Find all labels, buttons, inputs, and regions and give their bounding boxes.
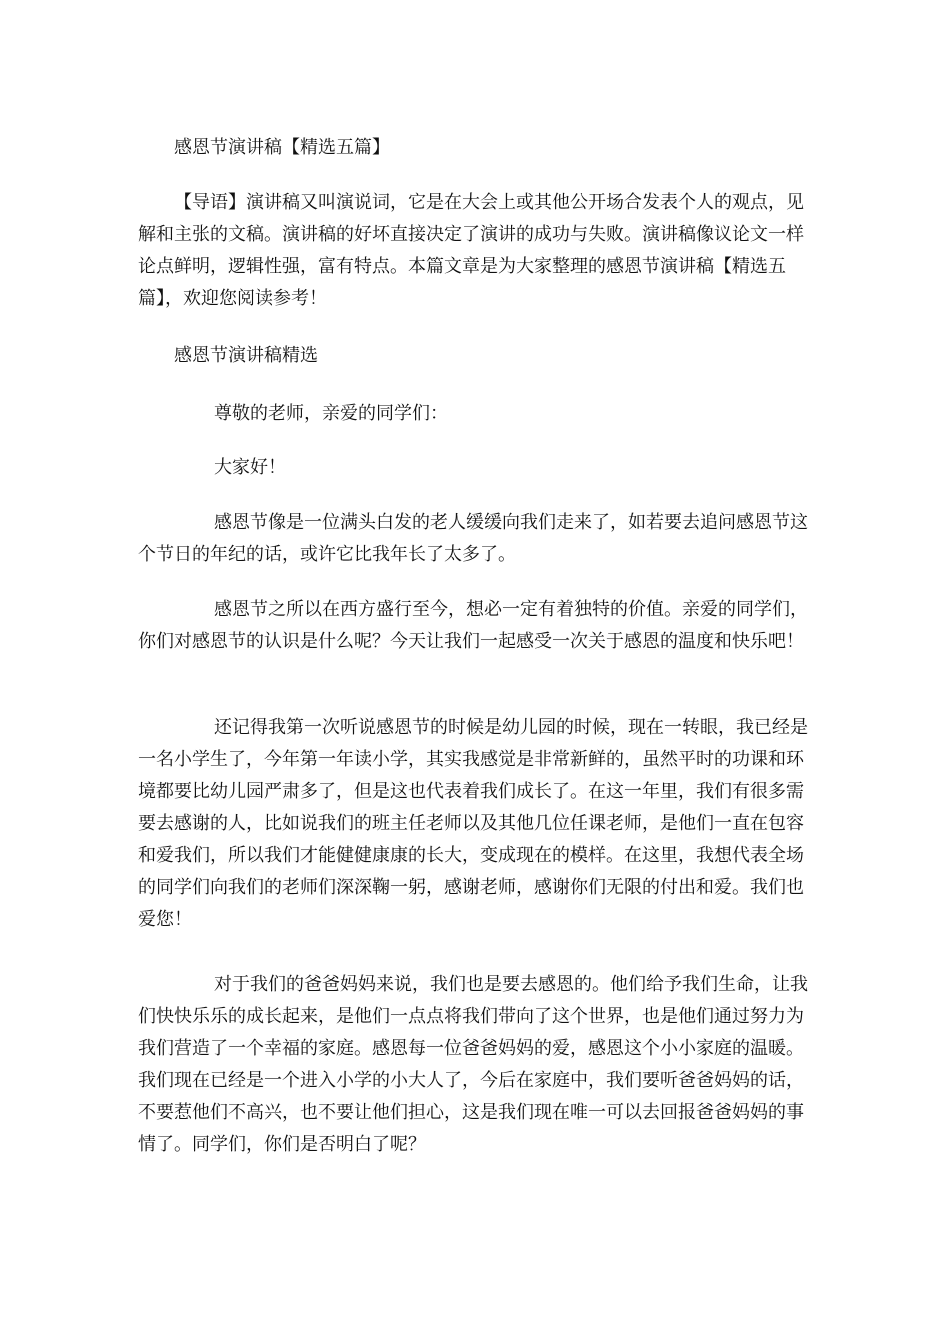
speech-greeting: 尊敬的老师，亲爱的同学们： — [214, 403, 448, 424]
section-subtitle: 感恩节演讲稿精选 — [174, 345, 318, 366]
body-paragraph: 感恩节之所以在西方盛行至今，想必一定有着独特的价值。亲爱的同学们，你们对感恩节的认识是什么呢？今天让我们一起感受一次关于感恩的温度和快乐吧！ — [138, 599, 808, 652]
body-paragraph: 对于我们的爸爸妈妈来说，我们也是要去感恩的。他们给予我们生命，让我们快快乐乐的成长起来，是他们一点点将我们带向了这个世界，也是他们通过努力为我们营造了一个幸福的家庭。感恩每一位爸爸妈妈的爱，感恩这个小小家庭的温暖。我们现在已经是一个进入小学的小大人了，今后在家庭中，我们要听爸爸妈妈的话，不要惹他们不高兴，也不要让他们担心，这是我们现在唯一可以去回报爸爸妈妈的事情了。同学们，你们是否明白了呢？ — [138, 974, 808, 1155]
body-paragraph: 感恩节像是一位满头白发的老人缓缓向我们走来了，如若要去追问感恩节这个节日的年纪的话，或许它比我年长了太多了。 — [138, 512, 808, 565]
body-paragraph: 还记得我第一次听说感恩节的时候是幼儿园的时候，现在一转眼，我已经是一名小学生了，今年第一年读小学，其实我感觉是非常新鲜的，虽然平时的功课和环境都要比幼儿园严肃多了，但是这也代表着我们成长了。在这一年里，我们有很多需要去感谢的人，比如说我们的班主任老师以及其他几位任课老师，是他们一直在包容和爱我们，所以我们才能健健康康的长大，变成现在的模样。在这里，我想代表全场的同学们向我们的老师们深深鞠一躬，感谢老师，感谢你们无限的付出和爱。我们也爱您！ — [138, 717, 808, 930]
intro-paragraph: 【导语】演讲稿又叫演说词，它是在大会上或其他公开场合发表个人的观点，见解和主张的文稿。演讲稿的好坏直接决定了演讲的成功与失败。演讲稿像议论文一样论点鲜明，逻辑性强，富有特点。本篇文章是为大家整理的感恩节演讲稿【精选五篇】，欢迎您阅读参考！ — [138, 192, 804, 309]
speech-hello: 大家好！ — [214, 457, 286, 478]
document-title: 感恩节演讲稿【精选五篇】 — [174, 137, 390, 158]
